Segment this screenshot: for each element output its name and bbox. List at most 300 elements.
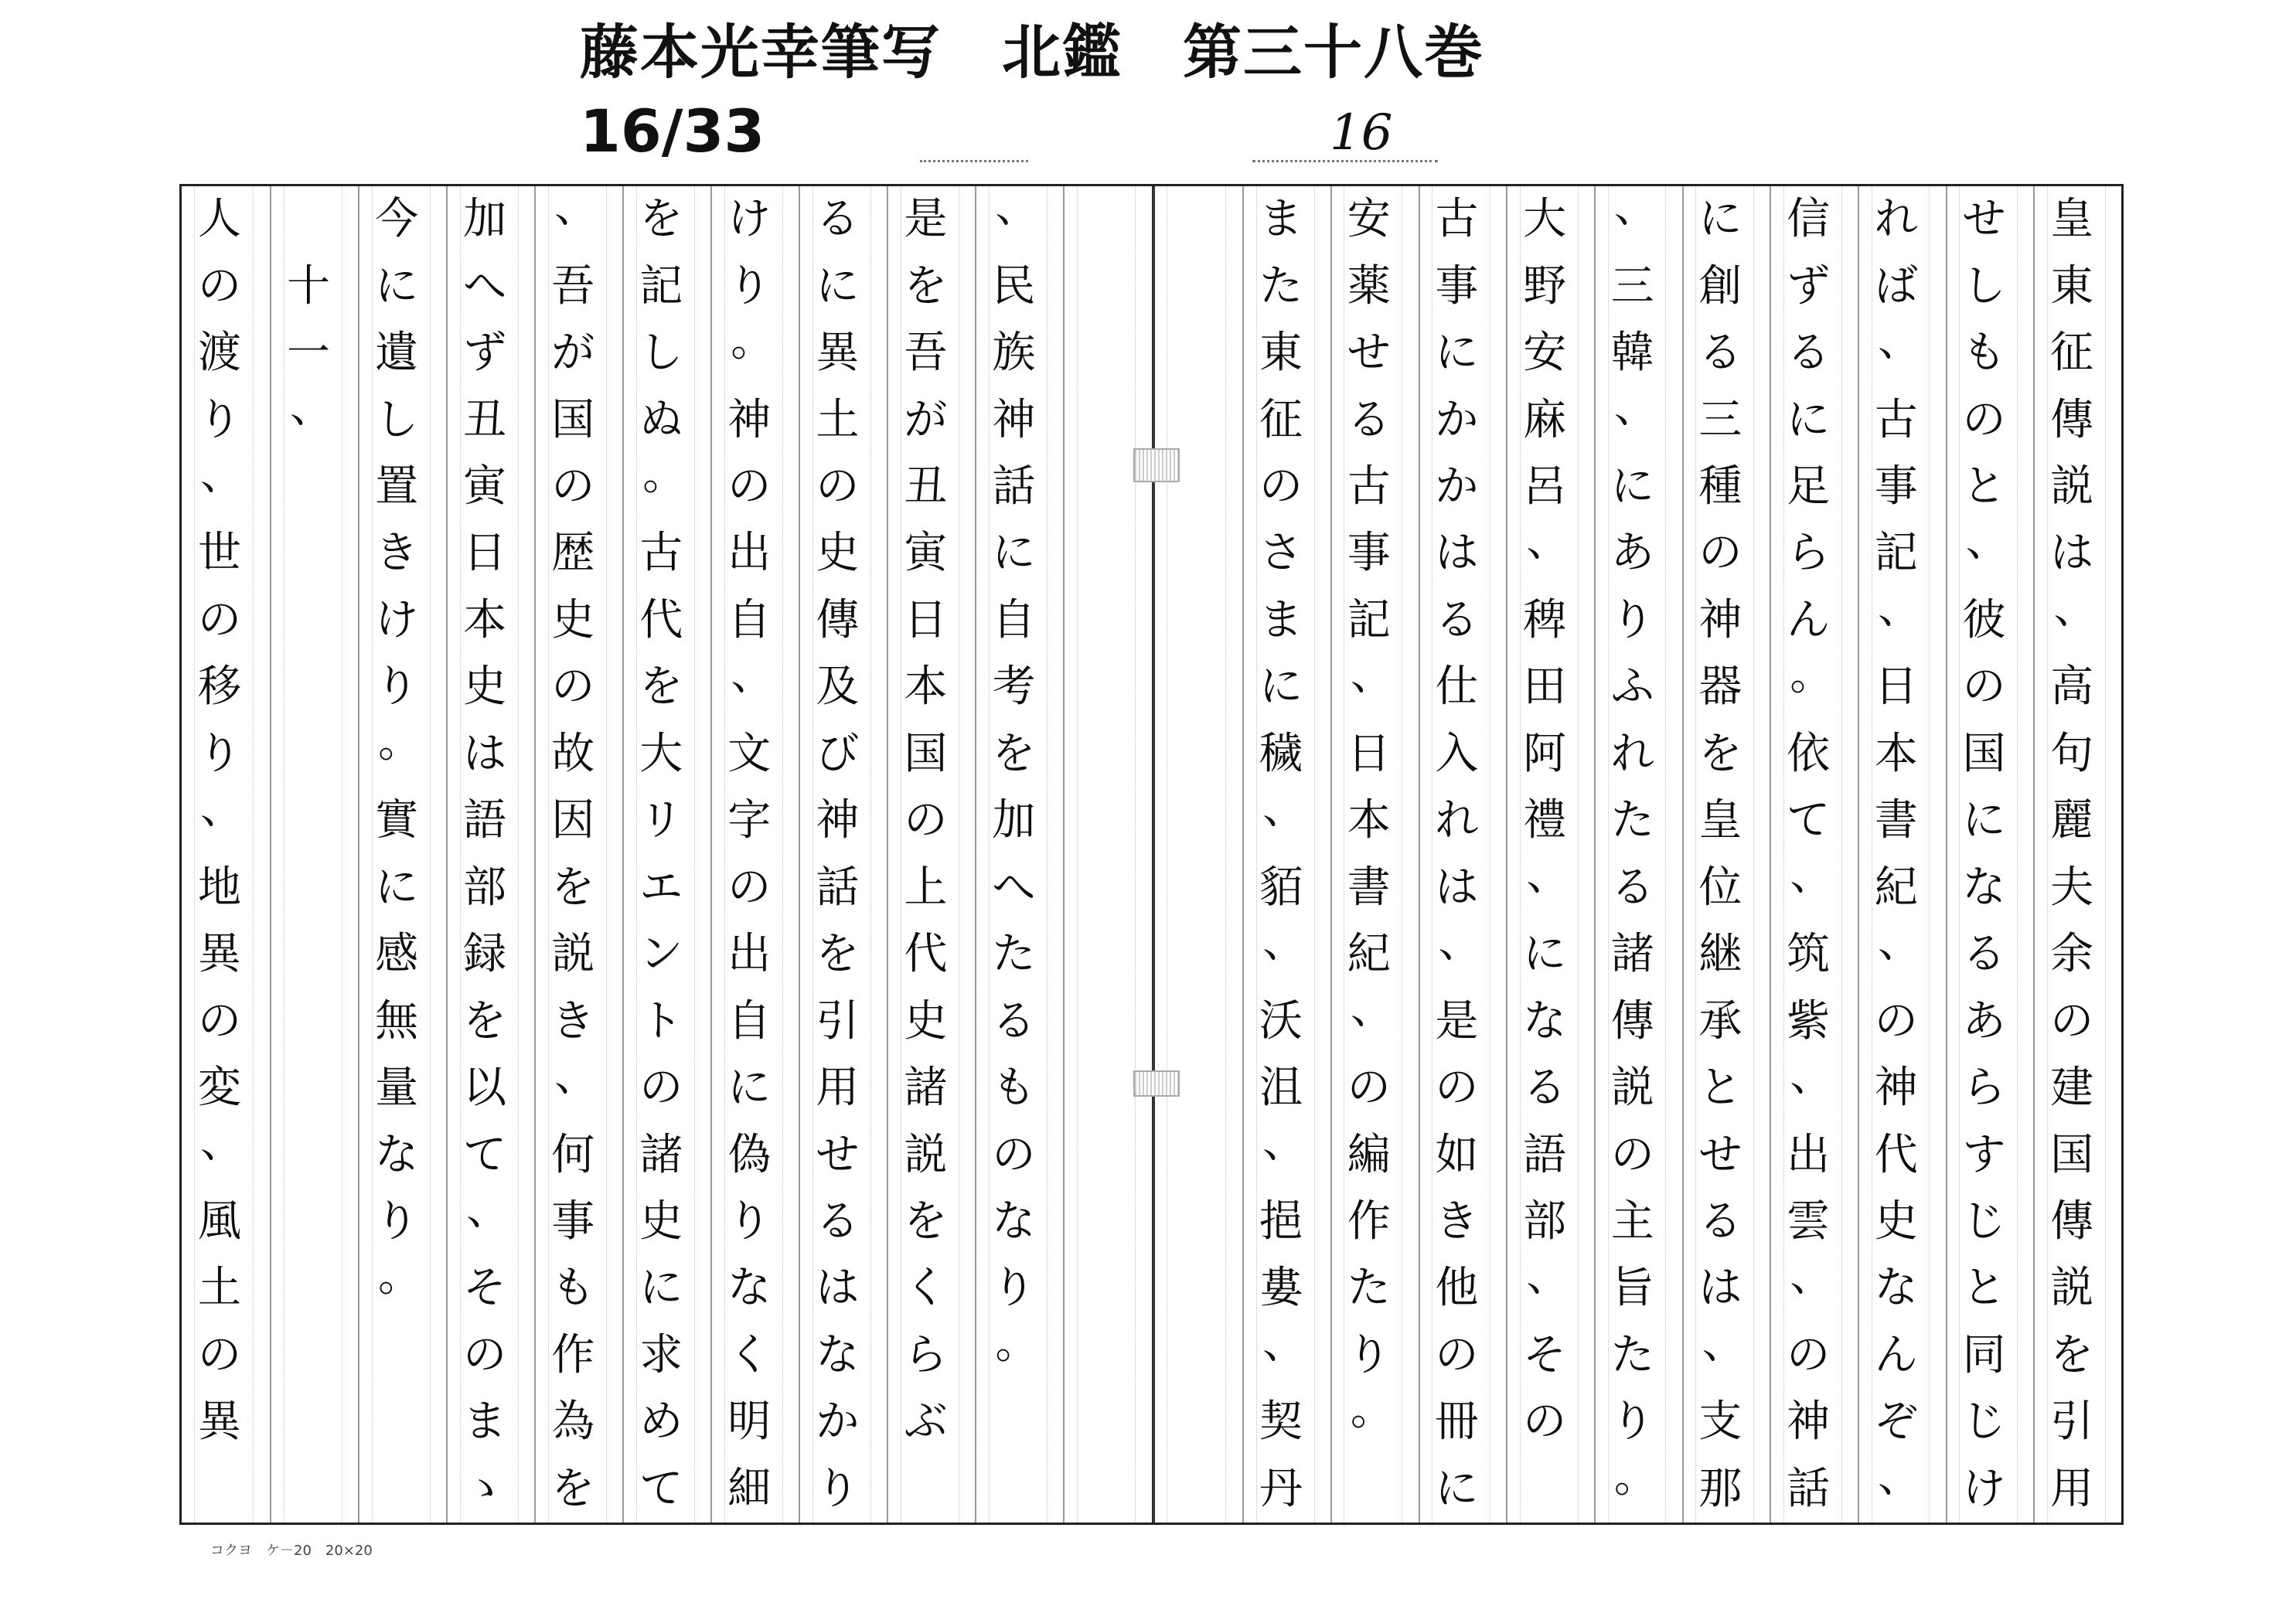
- manuscript-cell: の: [551, 461, 595, 512]
- manuscript-cell: の: [1698, 528, 1742, 579]
- manuscript-cell: 是: [1435, 995, 1479, 1046]
- manuscript-cell: [1149, 654, 1237, 720]
- manuscript-cell: 那: [1698, 1463, 1742, 1514]
- manuscript-cell: ん: [1874, 1329, 1918, 1380]
- manuscript-cell: る: [1435, 594, 1479, 645]
- manuscript-cell: ま: [463, 1397, 507, 1448]
- manuscript-cell: 句: [2050, 728, 2094, 779]
- manuscript-cell: 歴: [551, 528, 595, 579]
- manuscript-cell: [1149, 788, 1237, 854]
- manuscript-cell: 神: [816, 795, 860, 846]
- manuscript-column: [1770, 186, 1858, 1523]
- manuscript-cell: の: [1435, 1329, 1479, 1380]
- manuscript-cell: 、: [1790, 1050, 1834, 1101]
- manuscript-cell: [265, 788, 352, 854]
- paper-label: コクヨ ケ－20 20×20: [210, 1543, 373, 1559]
- manuscript-cell: 契: [1259, 1397, 1303, 1448]
- manuscript-cell: 事: [1435, 260, 1479, 311]
- manuscript-cell: か: [1435, 461, 1479, 512]
- manuscript-cell: 紫: [1787, 995, 1831, 1046]
- manuscript-cell: [1326, 1456, 1412, 1523]
- manuscript-cell: る: [1962, 929, 2006, 980]
- manuscript-column: [1330, 186, 1419, 1523]
- manuscript-cell: 古: [1435, 194, 1479, 245]
- manuscript-cell: と: [1962, 1263, 2006, 1314]
- manuscript-cell: 偽: [727, 1129, 772, 1180]
- manuscript-cell: 丑: [904, 461, 948, 512]
- manuscript-cell: 用: [816, 1063, 860, 1114]
- manuscript-cell: た: [992, 929, 1036, 980]
- manuscript-cell: な: [816, 1329, 860, 1380]
- manuscript-cell: 。: [642, 449, 686, 500]
- manuscript-cell: へ: [992, 862, 1036, 913]
- manuscript-cell: な: [1523, 995, 1567, 1046]
- manuscript-cell: を: [463, 995, 507, 1046]
- manuscript-cell: 大: [1523, 194, 1567, 245]
- manuscript-cell: る: [1610, 862, 1654, 913]
- manuscript-cell: ぬ: [639, 394, 683, 445]
- manuscript-cell: る: [816, 194, 860, 245]
- manuscript-cell: の: [1874, 995, 1918, 1046]
- manuscript-cell: 、: [200, 784, 244, 835]
- manuscript-cell: 、: [1790, 850, 1834, 901]
- manuscript-cell: 丑: [463, 394, 507, 445]
- manuscript-cell: 出: [727, 929, 772, 980]
- manuscript-cell: と: [1962, 461, 2006, 512]
- manuscript-cell: の: [727, 862, 772, 913]
- manuscript-cell: 書: [1347, 862, 1391, 913]
- manuscript-cell: を: [639, 194, 683, 245]
- manuscript-cell: [265, 988, 352, 1054]
- manuscript-cell: 征: [2050, 328, 2094, 379]
- manuscript-cell: 細: [727, 1463, 772, 1514]
- manuscript-cell: 穢: [1259, 728, 1303, 779]
- manuscript-cell: 旨: [1610, 1263, 1654, 1314]
- manuscript-cell: 古: [1874, 394, 1918, 445]
- manuscript-cell: 、: [1877, 1451, 1921, 1502]
- manuscript-column: [887, 186, 975, 1523]
- manuscript-cell: 吾: [551, 260, 595, 311]
- manuscript-cell: て: [1787, 795, 1831, 846]
- manuscript-cell: 故: [551, 728, 595, 779]
- manuscript-cell: 、: [1526, 850, 1570, 901]
- manuscript-cell: 皇: [1698, 795, 1742, 846]
- manuscript-cell: な: [375, 1129, 419, 1180]
- manuscript-cell: は: [463, 728, 507, 779]
- manuscript-cell: じ: [1962, 1397, 2006, 1448]
- manuscript-cell: 三: [1698, 394, 1742, 445]
- manuscript-cell: に: [1698, 194, 1742, 245]
- manuscript-cell: く: [904, 1263, 948, 1314]
- manuscript-cell: ず: [463, 328, 507, 379]
- manuscript-cell: の: [198, 1329, 242, 1380]
- manuscript-cell: 異: [816, 328, 860, 379]
- manuscript-cell: [1149, 253, 1237, 319]
- manuscript-cell: [1058, 988, 1145, 1054]
- manuscript-cell: び: [816, 728, 860, 779]
- manuscript-cell: 丹: [1259, 1463, 1303, 1514]
- manuscript-cell: [1149, 921, 1237, 988]
- manuscript-cell: 薬: [1347, 260, 1391, 311]
- manuscript-column: [1063, 186, 1151, 1523]
- manuscript-cell: 代: [904, 929, 948, 980]
- manuscript-cell: を: [904, 1196, 948, 1247]
- manuscript-cell: た: [1347, 1263, 1391, 1314]
- manuscript-cell: と: [1698, 1063, 1742, 1114]
- manuscript-cell: 説: [551, 929, 595, 980]
- manuscript-cell: に: [1435, 1463, 1479, 1514]
- manuscript-cell: 説: [1610, 1063, 1654, 1114]
- manuscript-cell: じ: [1962, 1196, 2006, 1247]
- manuscript-column: [182, 186, 270, 1523]
- manuscript-cell: り: [727, 260, 772, 311]
- manuscript-cell: 麗: [2050, 795, 2094, 846]
- manuscript-cell: [1058, 788, 1145, 854]
- manuscript-cell: [1058, 587, 1145, 654]
- manuscript-cell: る: [1347, 394, 1391, 445]
- manuscript-cell: [1058, 721, 1145, 788]
- manuscript-cell: 今: [375, 194, 419, 245]
- manuscript-cell: [265, 587, 352, 654]
- manuscript-left-half: [182, 182, 1152, 1523]
- manuscript-cell: 依: [1787, 728, 1831, 779]
- manuscript-cell: 本: [904, 662, 948, 713]
- manuscript-cell: 稗: [1523, 594, 1567, 645]
- manuscript-cell: [1058, 253, 1145, 319]
- manuscript-cell: [1149, 1322, 1237, 1389]
- manuscript-cell: あ: [1962, 995, 2006, 1046]
- manuscript-cell: の: [1787, 1329, 1831, 1380]
- manuscript-cell: 皇: [2050, 194, 2094, 245]
- manuscript-cell: れ: [1874, 194, 1918, 245]
- manuscript-cell: て: [463, 1129, 507, 1180]
- manuscript-cell: 記: [1347, 594, 1391, 645]
- manuscript-cell: 傳: [2050, 1196, 2094, 1247]
- manuscript-cell: 土: [816, 394, 860, 445]
- manuscript-cell: 東: [1259, 328, 1303, 379]
- manuscript-cell: [265, 1389, 352, 1455]
- manuscript-cell: 、: [995, 182, 1039, 233]
- manuscript-cell: 足: [1787, 461, 1831, 512]
- manuscript-cell: 何: [551, 1129, 595, 1180]
- manuscript-cell: 彼: [1962, 594, 2006, 645]
- manuscript-cell: 引: [816, 995, 860, 1046]
- manuscript-cell: が: [551, 328, 595, 379]
- dotted-line-left: [920, 160, 1028, 162]
- manuscript-cell: 諸: [1610, 929, 1654, 980]
- manuscript-cell: 代: [1874, 1129, 1918, 1180]
- manuscript-cell: 阿: [1523, 728, 1567, 779]
- manuscript-cell: リ: [639, 795, 683, 846]
- manuscript-cell: 、: [1262, 784, 1306, 835]
- manuscript-cell: 、: [2053, 583, 2097, 634]
- manuscript-cell: 語: [1523, 1129, 1567, 1180]
- manuscript-cell: 。: [378, 1251, 422, 1302]
- manuscript-cell: [265, 186, 352, 253]
- manuscript-cell: 同: [1962, 1329, 2006, 1380]
- manuscript-cell: [265, 454, 352, 520]
- manuscript-column: [1155, 186, 1243, 1523]
- manuscript-cell: 高: [2050, 662, 2094, 713]
- manuscript-cell: 無: [375, 995, 419, 1046]
- manuscript-cell: [1058, 1121, 1145, 1188]
- manuscript-column: [710, 186, 799, 1523]
- manuscript-cell: 本: [1874, 728, 1918, 779]
- manuscript-cell: き: [1435, 1196, 1479, 1247]
- manuscript-cell: り: [375, 662, 419, 713]
- manuscript-cell: 創: [1698, 260, 1742, 311]
- manuscript-cell: 及: [816, 662, 860, 713]
- manuscript-cell: の: [1962, 662, 2006, 713]
- manuscript-cell: 支: [1698, 1397, 1742, 1448]
- manuscript-cell: 、: [1262, 1318, 1306, 1369]
- manuscript-cell: め: [639, 1397, 683, 1448]
- manuscript-cell: 録: [463, 929, 507, 980]
- manuscript-cell: の: [1962, 394, 2006, 445]
- manuscript-cell: [1058, 854, 1145, 920]
- manuscript-cell: れ: [1610, 728, 1654, 779]
- manuscript-cell: 神: [727, 394, 772, 445]
- manuscript-cell: [265, 1055, 352, 1121]
- manuscript-column: [1242, 186, 1330, 1523]
- manuscript-cell: 史: [1874, 1196, 1918, 1247]
- manuscript-cell: 量: [375, 1063, 419, 1114]
- manuscript-cell: の: [727, 461, 772, 512]
- manuscript-cell: ず: [1787, 260, 1831, 311]
- manuscript-column: [2033, 186, 2121, 1523]
- manuscript-cell: 部: [463, 862, 507, 913]
- manuscript-cell: 。: [995, 1318, 1039, 1369]
- manuscript-cell: 説: [2050, 461, 2094, 512]
- manuscript-cell: り: [1610, 1397, 1654, 1448]
- manuscript-cell: 遺: [375, 328, 419, 379]
- manuscript-cell: 、: [200, 449, 244, 500]
- manuscript-cell: 神: [1698, 594, 1742, 645]
- manuscript-cell: 史: [816, 528, 860, 579]
- manuscript-cell: な: [1874, 1263, 1918, 1314]
- manuscript-cell: の: [198, 260, 242, 311]
- manuscript-cell: 、: [1613, 383, 1657, 434]
- manuscript-cell: 仕: [1435, 662, 1479, 713]
- manuscript-column: [534, 182, 622, 1523]
- manuscript-cell: 考: [992, 662, 1036, 713]
- manuscript-cell: も: [551, 1263, 595, 1314]
- manuscript-cell: し: [1962, 260, 2006, 311]
- manuscript-cell: 族: [992, 328, 1036, 379]
- manuscript-cell: 話: [1787, 1463, 1831, 1514]
- manuscript-cell: 紀: [1347, 929, 1391, 980]
- manuscript-cell: 地: [198, 862, 242, 913]
- manuscript-cell: 呂: [1523, 461, 1567, 512]
- manuscript-cell: の: [198, 594, 242, 645]
- manuscript-cell: 自: [992, 594, 1036, 645]
- manuscript-cell: の: [639, 1063, 683, 1114]
- manuscript-cell: [970, 1389, 1057, 1455]
- manuscript-cell: 、: [1877, 583, 1921, 634]
- manuscript-cell: エ: [639, 862, 683, 913]
- manuscript-cell: る: [1698, 1196, 1742, 1247]
- manuscript-cell: も: [992, 1063, 1036, 1114]
- manuscript-cell: 渡: [198, 328, 242, 379]
- manuscript-cell: [1149, 988, 1237, 1054]
- manuscript-cell: [1058, 1055, 1145, 1121]
- manuscript-cell: 、: [1262, 1118, 1306, 1169]
- manuscript-cell: [265, 1121, 352, 1188]
- manuscript-cell: た: [1610, 795, 1654, 846]
- manuscript-cell: 、: [1877, 315, 1921, 366]
- manuscript-cell: 、: [1526, 516, 1570, 567]
- manuscript-cell: [1058, 1322, 1145, 1389]
- manuscript-cell: に: [1787, 394, 1831, 445]
- manuscript-cell: な: [1962, 862, 2006, 913]
- manuscript-cell: 如: [1435, 1129, 1479, 1180]
- manuscript-cell: 用: [2050, 1463, 2094, 1514]
- manuscript-cell: [1149, 721, 1237, 788]
- manuscript-cell: ト: [639, 995, 683, 1046]
- manuscript-cell: 。: [1613, 1451, 1657, 1502]
- manuscript-cell: 信: [1787, 194, 1831, 245]
- manuscript-column: [1682, 186, 1770, 1523]
- manuscript-cell: 、: [290, 383, 334, 434]
- manuscript-column: [1594, 182, 1682, 1523]
- manuscript-cell: 書: [1874, 795, 1918, 846]
- manuscript-cell: [265, 921, 352, 988]
- manuscript-cell: な: [727, 1263, 772, 1314]
- manuscript-cell: に: [992, 528, 1036, 579]
- manuscript-cell: 変: [198, 1063, 242, 1114]
- manuscript-cell: 雲: [1787, 1196, 1831, 1247]
- manuscript-cell: [1058, 1389, 1145, 1455]
- manuscript-cell: 諸: [904, 1063, 948, 1114]
- manuscript-cell: き: [551, 995, 595, 1046]
- manuscript-cell: 安: [1523, 328, 1567, 379]
- manuscript-cell: 筑: [1787, 929, 1831, 980]
- manuscript-cell: [1058, 1255, 1145, 1322]
- manuscript-cell: 寅: [463, 461, 507, 512]
- manuscript-cell: せ: [1347, 328, 1391, 379]
- manuscript-cell: 、: [731, 650, 775, 701]
- manuscript-cell: 麻: [1523, 394, 1567, 445]
- manuscript-cell: の: [2050, 995, 2094, 1046]
- manuscript-cell: 、: [554, 182, 598, 233]
- manuscript-cell: ば: [1874, 260, 1918, 311]
- manuscript-cell: し: [375, 394, 419, 445]
- manuscript-cell: 大: [639, 728, 683, 779]
- manuscript-paper: [179, 184, 2124, 1525]
- manuscript-cell: [1149, 1456, 1237, 1523]
- manuscript-cell: 民: [992, 260, 1036, 311]
- manuscript-cell: ら: [904, 1329, 948, 1380]
- manuscript-cell: の: [992, 1129, 1036, 1180]
- manuscript-cell: に: [1523, 929, 1567, 980]
- manuscript-cell: が: [904, 394, 948, 445]
- manuscript-cell: に: [1610, 461, 1654, 512]
- manuscript-cell: る: [1787, 328, 1831, 379]
- manuscript-cell: 夫: [2050, 862, 2094, 913]
- manuscript-cell: の: [1259, 461, 1303, 512]
- manuscript-cell: 十: [287, 260, 331, 311]
- manuscript-cell: の: [1610, 1129, 1654, 1180]
- manuscript-cell: は: [1435, 862, 1479, 913]
- manuscript-cell: 。: [378, 716, 422, 767]
- manuscript-cell: [265, 1322, 352, 1389]
- manuscript-cell: 日: [1347, 728, 1391, 779]
- manuscript-cell: [1149, 854, 1237, 920]
- manuscript-cell: 部: [1523, 1196, 1567, 1247]
- manuscript-cell: 継: [1698, 929, 1742, 980]
- manuscript-cell: か: [1435, 394, 1479, 445]
- manuscript-cell: [1058, 1456, 1145, 1523]
- manuscript-cell: 貊: [1259, 862, 1303, 913]
- manuscript-cell: 、: [1526, 1251, 1570, 1302]
- manuscript-cell: を: [639, 662, 683, 713]
- manuscript-cell: [175, 1456, 264, 1523]
- manuscript-cell: [1149, 1389, 1237, 1455]
- manuscript-cell: [1149, 186, 1237, 253]
- manuscript-cell: 。: [1790, 650, 1834, 701]
- manuscript-cell: 。: [1350, 1385, 1394, 1436]
- manuscript-cell: 以: [463, 1063, 507, 1114]
- manuscript-cell: 寅: [904, 528, 948, 579]
- manuscript-cell: 、: [1350, 650, 1394, 701]
- manuscript-cell: 史: [463, 662, 507, 713]
- manuscript-cell: [1058, 921, 1145, 988]
- manuscript-cell: り: [816, 1463, 860, 1514]
- manuscript-cell: 、: [200, 1118, 244, 1169]
- manuscript-cell: 、: [1350, 984, 1394, 1035]
- manuscript-cell: 字: [727, 795, 772, 846]
- manuscript-cell: 他: [1435, 1263, 1479, 1314]
- manuscript-cell: 自: [727, 594, 772, 645]
- manuscript-cell: ふ: [1610, 662, 1654, 713]
- manuscript-cell: 作: [1347, 1196, 1391, 1247]
- manuscript-cell: ぶ: [904, 1397, 948, 1448]
- manuscript-cell: 事: [551, 1196, 595, 1247]
- manuscript-column: [270, 186, 358, 1523]
- manuscript-cell: 日: [463, 528, 507, 579]
- manuscript-cell: 器: [1698, 662, 1742, 713]
- manuscript-cell: 置: [375, 461, 419, 512]
- manuscript-cell: [970, 1456, 1057, 1523]
- manuscript-cell: を: [2050, 1329, 2094, 1380]
- manuscript-cell: け: [375, 594, 419, 645]
- manuscript-cell: [1058, 454, 1145, 520]
- document-title: 藤本光幸筆写 北鑑 第三十八巻: [580, 18, 1484, 87]
- manuscript-cell: [265, 1189, 352, 1255]
- manuscript-cell: 神: [1787, 1397, 1831, 1448]
- manuscript-cell: に: [816, 260, 860, 311]
- manuscript-cell: 話: [816, 862, 860, 913]
- manuscript-cell: 説: [904, 1129, 948, 1180]
- manuscript-cell: 史: [904, 995, 948, 1046]
- manuscript-cell: は: [1698, 1263, 1742, 1314]
- manuscript-cell: に: [1259, 662, 1303, 713]
- manuscript-cell: 沃: [1259, 995, 1303, 1046]
- manuscript-cell: 田: [1523, 662, 1567, 713]
- manuscript-cell: 傳: [816, 594, 860, 645]
- manuscript-cell: 、: [466, 1184, 510, 1235]
- manuscript-cell: 加: [463, 194, 507, 245]
- manuscript-cell: の: [198, 995, 242, 1046]
- manuscript-cell: 、: [1702, 1318, 1746, 1369]
- manuscript-cell: の: [1435, 1063, 1479, 1114]
- manuscript-column: [799, 186, 887, 1523]
- manuscript-cell: [1149, 386, 1237, 453]
- manuscript-cell: 感: [375, 929, 419, 980]
- manuscript-cell: [1149, 1189, 1237, 1255]
- manuscript-cell: 日: [904, 594, 948, 645]
- manuscript-cell: 説: [2050, 1263, 2094, 1314]
